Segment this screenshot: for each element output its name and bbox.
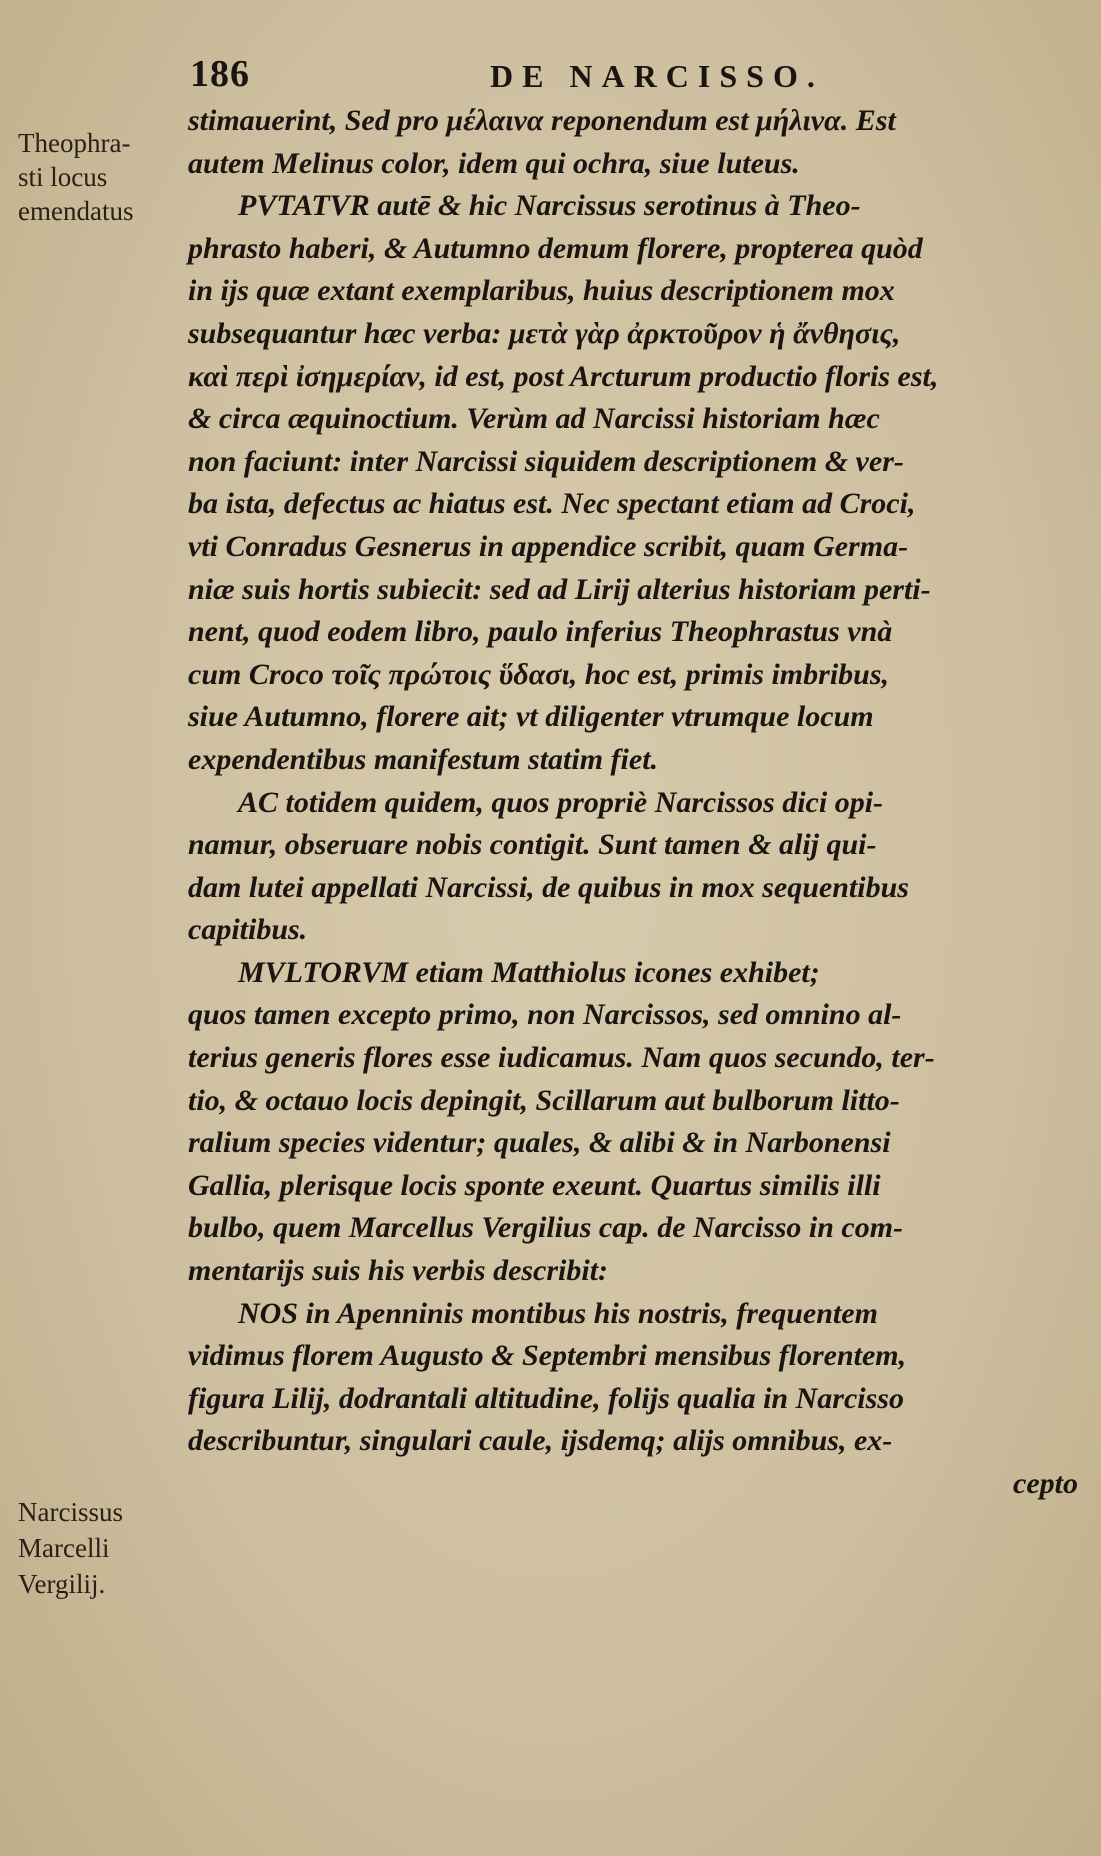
paragraph-start-line: AC totidem quidem, quos propriè Narcissos dici opi- <box>238 785 884 819</box>
text-line: in ijs quæ extant exemplaribus, huius descriptionem mox <box>188 274 895 308</box>
margin-note-line: Marcelli <box>18 1533 110 1563</box>
paragraph-start-line: MVLTORVM etiam Matthiolus icones exhibet; <box>238 955 820 989</box>
text-line: ba ista, defectus ac hiatus est. Nec spectant etiam ad Croci, <box>188 487 916 521</box>
text-line: bulbo, quem Marcellus Vergilius cap. de Narcisso in com- <box>188 1211 904 1245</box>
margin-note-line: Theophra- <box>18 128 131 158</box>
text-line: ralium species videntur; quales, & alibi & in Narbonensi <box>188 1126 891 1160</box>
text-line: terius generis flores esse iudicamus. Nam quos secundo, ter- <box>188 1041 935 1075</box>
text-line: mentarijs suis his verbis describit: <box>188 1254 609 1288</box>
text-line: describuntur, singulari caule, ijsdemq; alijs omnibus, ex- <box>188 1424 893 1458</box>
running-title: DE NARCISSO. <box>490 58 824 94</box>
paragraph-start-line: PVTATVR autē & hic Narcissus serotinus à Theo- <box>238 189 861 223</box>
page-header <box>190 52 890 102</box>
text-line: autem Melinus color, idem qui ochra, siue luteus. <box>188 146 800 180</box>
text-line: capitibus. <box>188 913 308 947</box>
text-line: expendentibus manifestum statim fiet. <box>188 742 659 776</box>
text-line: vti Conradus Gesnerus in appendice scribit, quam Germa- <box>188 529 909 563</box>
text-line: tio, & octauo locis depingit, Scillarum aut bulborum litto- <box>188 1083 900 1117</box>
text-line: nent, quod eodem libro, paulo inferius Theophrastus vnà <box>188 615 893 649</box>
catchword: cepto <box>1013 1467 1078 1500</box>
margin-note-line: sti locus <box>18 162 108 192</box>
paragraph-start-line: NOS in Apenninis montibus his nostris, frequentem <box>238 1296 878 1330</box>
text-line: dam lutei appellati Narcissi, de quibus in mox sequentibus <box>188 870 909 904</box>
text-line: figura Lilij, dodrantali altitudine, folijs qualia in Narcisso <box>188 1381 904 1415</box>
text-line: niæ suis hortis subiecit: sed ad Lirij alterius historiam perti- <box>188 572 931 606</box>
text-line: non faciunt: inter Narcissi siquidem descriptionem & ver- <box>188 444 904 478</box>
margin-note-line: emendatus <box>18 196 134 226</box>
text-line: Gallia, plerisque locis sponte exeunt. Quartus similis illi <box>188 1168 881 1202</box>
text-line: quos tamen excepto primo, non Narcissos, sed omnino al- <box>188 998 902 1032</box>
text-line: subsequantur hæc verba: μετὰ γὰρ ἀρκτοῦρον ἡ ἄνθησις, <box>188 316 901 350</box>
text-line: cum Croco τοῖς πρώτοις ὕδασι, hoc est, primis imbribus, <box>188 657 890 691</box>
margin-note-theophrasti <box>18 126 178 228</box>
text-line: phrasto haberi, & Autumno demum florere, propterea quòd <box>188 231 923 265</box>
text-line: siue Autumno, florere ait; vt diligenter vtrumque locum <box>188 700 874 734</box>
text-line: namur, obseruare nobis contigit. Sunt tamen & alij qui- <box>188 828 877 862</box>
text-line: stimauerint, Sed pro μέλαινα reponendum est μήλινα. Est <box>188 104 896 137</box>
text-line: καὶ περὶ ἰσημερίαν, id est, post Arcturum productio floris est, <box>188 359 939 393</box>
text-line: & circa æquinoctium. Verùm ad Narcissi historiam hæc <box>188 402 880 436</box>
page-number: 186 <box>190 53 250 95</box>
margin-note-narcissus <box>18 1494 178 1602</box>
text-line: vidimus florem Augusto & Septembri mensibus florentem, <box>188 1339 907 1373</box>
body-text <box>188 100 1078 1506</box>
margin-note-line: Vergilij. <box>18 1569 106 1599</box>
margin-note-line: Narcissus <box>18 1497 123 1527</box>
